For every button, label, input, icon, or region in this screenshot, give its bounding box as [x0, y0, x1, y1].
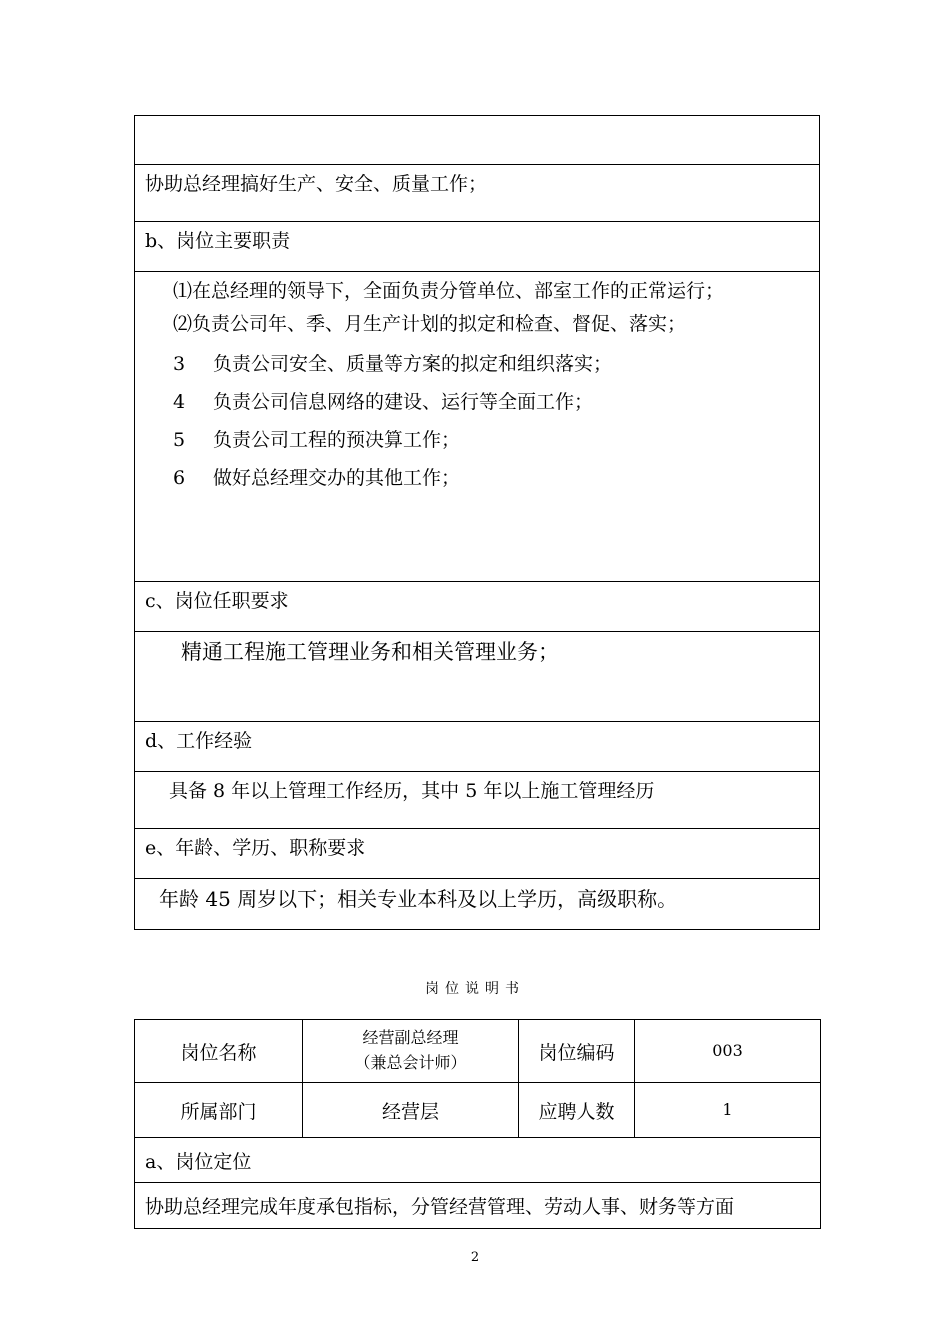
position-code-label: 岗位编码 [519, 1020, 635, 1083]
position-name-label: 岗位名称 [135, 1020, 303, 1083]
duty-item: ⑴在总经理的领导下，全面负责分管单位、部室工作的正常运行； [173, 280, 725, 302]
experience-cell [135, 772, 820, 829]
department-value: 经营层 [303, 1083, 519, 1138]
duty-item: 6 做好总经理交办的其他工作； [173, 467, 461, 489]
duties-heading: b、岗位主要职责 [145, 230, 291, 252]
age-edu-heading-cell [135, 829, 820, 879]
job-description-table-continued [134, 115, 820, 930]
intro-cell [135, 165, 820, 222]
duties-cell [135, 272, 820, 582]
duties-list [145, 272, 819, 503]
requirements-heading: c、岗位任职要求 [145, 590, 289, 612]
position-name-value [303, 1020, 519, 1083]
position-name-line1: 经营副总经理 [362, 1028, 459, 1048]
age-edu-heading: e、年龄、学历、职称要求 [145, 837, 366, 859]
requirements-text: 精通工程施工管理业务和相关管理业务； [181, 640, 559, 664]
experience-heading-cell [135, 722, 820, 772]
headcount-label: 应聘人数 [519, 1083, 635, 1138]
experience-text: 具备 8 年以上管理工作经历，其中 5 年以上施工管理经历 [169, 780, 655, 802]
empty-row [135, 116, 820, 165]
headcount-value: 1 [635, 1083, 821, 1138]
duty-item: 4 负责公司信息网络的建设、运行等全面工作； [173, 391, 594, 413]
experience-heading: d、工作经验 [145, 730, 253, 752]
duty-item: ⑵负责公司年、季、月生产计划的拟定和检查、督促、落实； [173, 313, 687, 335]
positioning-text: 协助总经理完成年度承包指标，分管经营管理、劳动人事、财务等方面 [135, 1183, 821, 1229]
duty-item: 3 负责公司安全、质量等方案的拟定和组织落实； [173, 353, 613, 375]
position-name-line2: （兼总会计师） [354, 1053, 467, 1072]
duties-heading-cell [135, 222, 820, 272]
age-edu-cell [135, 879, 820, 930]
positioning-heading: a、岗位定位 [135, 1138, 821, 1183]
duty-item: 5 负责公司工程的预决算工作； [173, 429, 461, 451]
department-label: 所属部门 [135, 1083, 303, 1138]
intro-text: 协助总经理搞好生产、安全、质量工作； [145, 173, 488, 195]
requirements-heading-cell [135, 582, 820, 632]
doc-title: 岗位说明书 [425, 981, 525, 997]
page-number: 2 [470, 1250, 480, 1265]
requirements-cell [135, 632, 820, 722]
position-code-value: 003 [635, 1020, 821, 1083]
age-edu-text: 年龄 45 周岁以下；相关专业本科及以上学历，高级职称。 [159, 887, 678, 911]
job-description-table [134, 1019, 821, 1229]
